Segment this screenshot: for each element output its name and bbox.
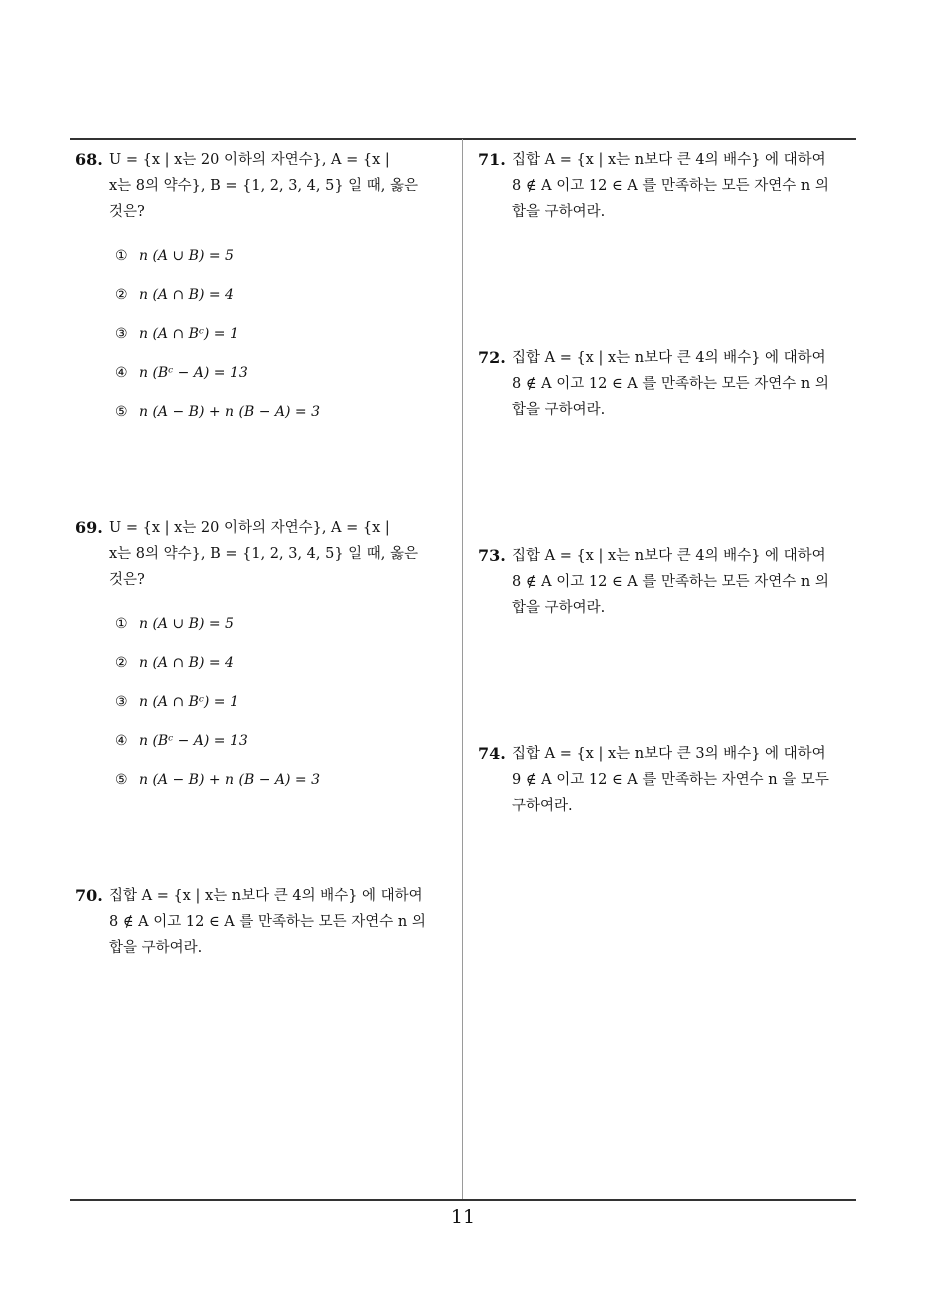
problem-69 (75, 515, 457, 806)
stem-line: 집합 A = {x | x는 n보다 큰 4의 배수} 에 대하여 (109, 888, 423, 904)
choice-mark: ⑤ (115, 404, 128, 420)
problem-number: 72. (478, 348, 506, 367)
choice-text: n (A − B) + n (B − A) = 3 (139, 772, 321, 788)
stem-line: 8 ∉ A 이고 12 ∈ A 를 만족하는 모든 자연수 n 의 (512, 574, 829, 590)
problem-number: 71. (478, 150, 506, 169)
choice-mark: ① (115, 248, 128, 264)
choice-text: n (A − B) + n (B − A) = 3 (139, 404, 321, 420)
stem-line: 집합 A = {x | x는 n보다 큰 4의 배수} 에 대하여 (512, 548, 826, 564)
choice-text: n (Bᶜ − A) = 13 (139, 365, 248, 381)
problem-stem (512, 741, 860, 819)
stem-line: x는 8의 약수}, B = {1, 2, 3, 4, 5} 일 때, 옳은 (109, 546, 419, 562)
problem-73 (478, 543, 860, 621)
page-number: 11 (450, 1206, 476, 1228)
choice-mark: ④ (115, 365, 128, 381)
choice-text: n (A ∩ Bᶜ) = 1 (139, 694, 239, 710)
stem-line: 집합 A = {x | x는 n보다 큰 4의 배수} 에 대하여 (512, 350, 826, 366)
choice-text: n (A ∩ B) = 4 (139, 287, 234, 303)
choice-list (115, 611, 457, 806)
problem-number: 73. (478, 546, 506, 565)
top-rule (70, 138, 856, 140)
problem-72 (478, 345, 860, 423)
stem-line: 합을 구하여라. (512, 204, 606, 220)
choice-1[interactable] (115, 243, 457, 282)
problem-number: 74. (478, 744, 506, 763)
choice-3[interactable] (115, 321, 457, 360)
stem-line: U = {x | x는 20 이하의 자연수}, A = {x | (109, 152, 390, 168)
stem-line: x는 8의 약수}, B = {1, 2, 3, 4, 5} 일 때, 옳은 (109, 178, 419, 194)
problem-stem (109, 515, 457, 593)
problem-stem (512, 147, 860, 225)
stem-line: 것은? (109, 572, 145, 588)
choice-4[interactable] (115, 360, 457, 399)
bottom-rule (70, 1199, 856, 1201)
problem-68 (75, 147, 457, 438)
stem-line: 8 ∉ A 이고 12 ∈ A 를 만족하는 모든 자연수 n 의 (512, 178, 829, 194)
choice-text: n (A ∪ B) = 5 (139, 616, 234, 632)
stem-line: 9 ∉ A 이고 12 ∈ A 를 만족하는 자연수 n 을 모두 (512, 772, 829, 788)
choice-text: n (Bᶜ − A) = 13 (139, 733, 248, 749)
choice-text: n (A ∪ B) = 5 (139, 248, 234, 264)
problem-number: 70. (75, 886, 103, 905)
stem-line: 합을 구하여라. (512, 600, 606, 616)
choice-mark: ① (115, 616, 128, 632)
problem-number: 69. (75, 518, 103, 537)
problem-stem (512, 543, 860, 621)
stem-line: 합을 구하여라. (109, 940, 203, 956)
problem-stem (109, 147, 457, 225)
choice-2[interactable] (115, 282, 457, 321)
choice-5[interactable] (115, 399, 457, 438)
choice-text: n (A ∩ B) = 4 (139, 655, 234, 671)
problem-number: 68. (75, 150, 103, 169)
problem-74 (478, 741, 860, 819)
choice-text: n (A ∩ Bᶜ) = 1 (139, 326, 239, 342)
choice-5[interactable] (115, 767, 457, 806)
choice-mark: ② (115, 655, 128, 671)
column-divider (462, 139, 463, 1200)
stem-line: 집합 A = {x | x는 n보다 큰 3의 배수} 에 대하여 (512, 746, 826, 762)
choice-4[interactable] (115, 728, 457, 767)
problem-stem (109, 883, 457, 961)
problem-70 (75, 883, 457, 961)
choice-mark: ⑤ (115, 772, 128, 788)
stem-line: 것은? (109, 204, 145, 220)
stem-line: 8 ∉ A 이고 12 ∈ A 를 만족하는 모든 자연수 n 의 (109, 914, 426, 930)
problem-stem (512, 345, 860, 423)
stem-line: 집합 A = {x | x는 n보다 큰 4의 배수} 에 대하여 (512, 152, 826, 168)
stem-line: 합을 구하여라. (512, 402, 606, 418)
choice-mark: ③ (115, 326, 128, 342)
stem-line: U = {x | x는 20 이하의 자연수}, A = {x | (109, 520, 390, 536)
stem-line: 구하여라. (512, 798, 573, 814)
choice-mark: ③ (115, 694, 128, 710)
choice-mark: ② (115, 287, 128, 303)
problem-71 (478, 147, 860, 225)
choice-mark: ④ (115, 733, 128, 749)
choice-2[interactable] (115, 650, 457, 689)
stem-line: 8 ∉ A 이고 12 ∈ A 를 만족하는 모든 자연수 n 의 (512, 376, 829, 392)
choice-list (115, 243, 457, 438)
choice-1[interactable] (115, 611, 457, 650)
choice-3[interactable] (115, 689, 457, 728)
